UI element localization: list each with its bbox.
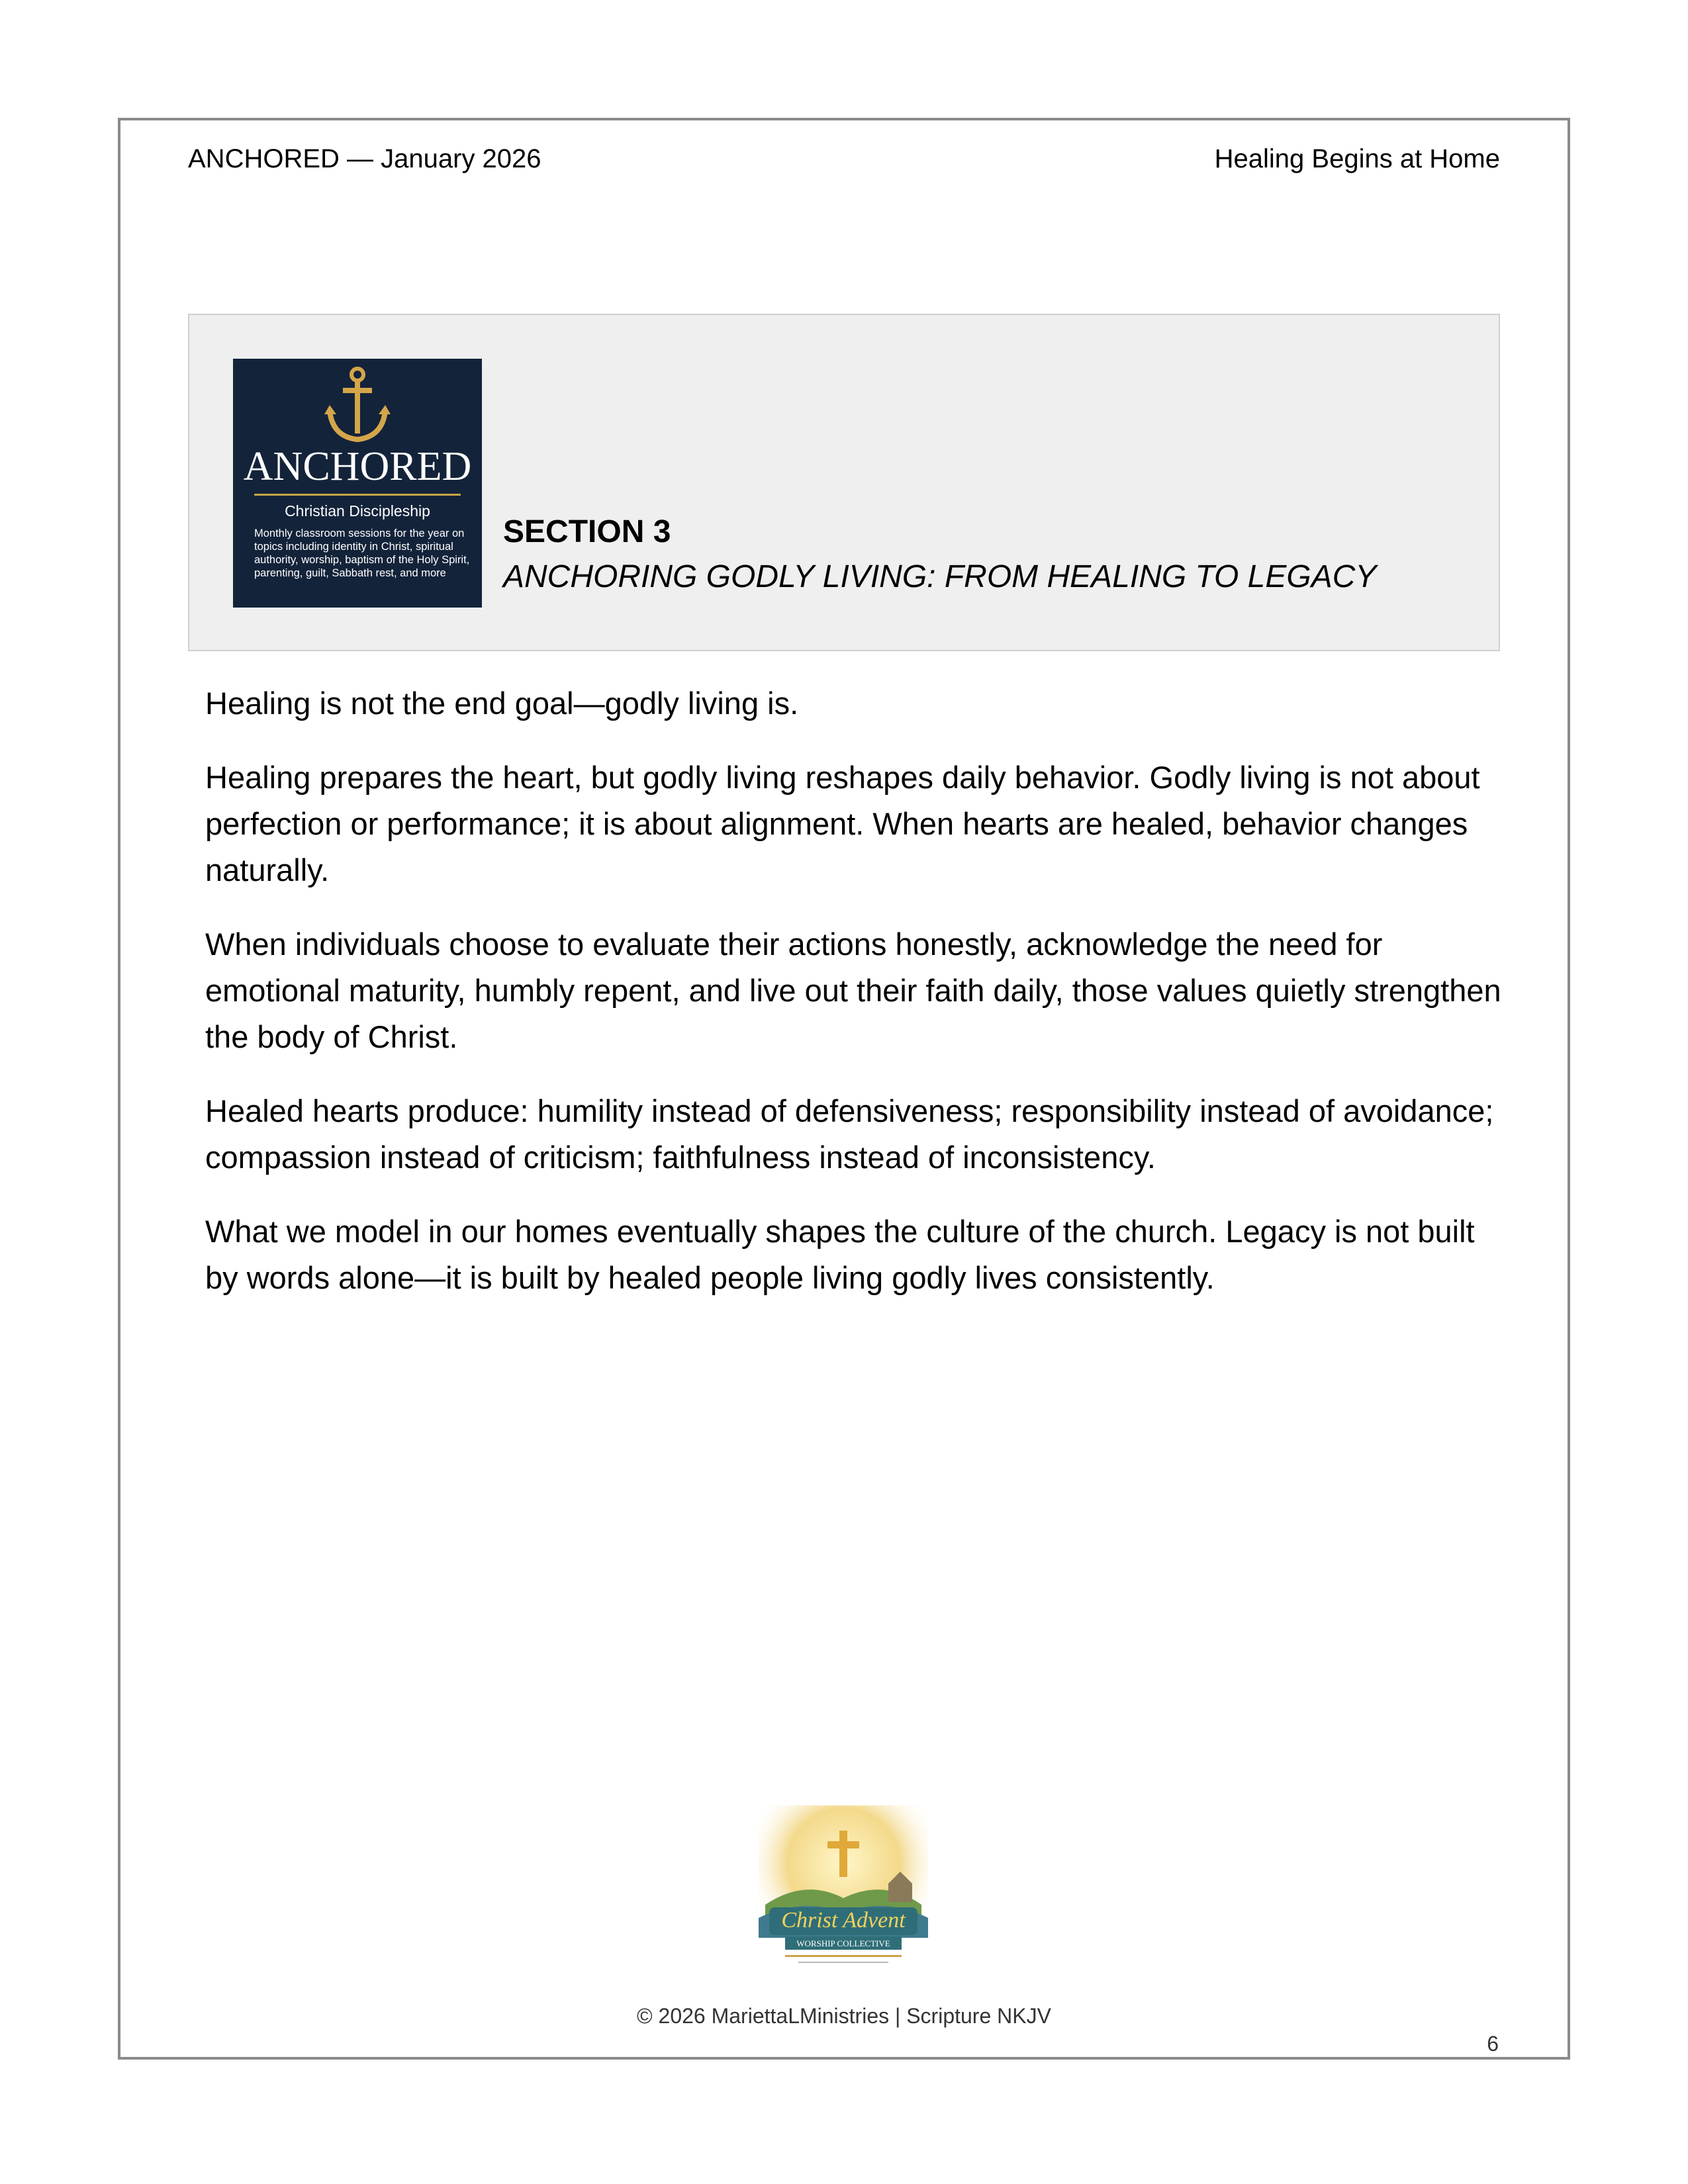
body-text (205, 680, 1503, 1329)
anchor-icon (324, 365, 391, 445)
logo-divider (254, 494, 461, 496)
logo-description: Monthly classroom sessions for the year on topics including identity in Christ, spiritual authority, worship, baptism of the Holy Spirit, parenting, guilt, Sabbath rest, and more (254, 527, 470, 579)
paragraph: What we model in our homes eventually shapes the culture of the church. Legacy is not built by words alone—it is built by healed people living godly lives consistently. (205, 1214, 1475, 1295)
anchored-logo (233, 359, 482, 608)
copyright-text: © 2026 MariettaLMinistries | Scripture NKJV (637, 2004, 1051, 2028)
logo-title: ANCHORED (243, 444, 472, 489)
page-number: 6 (1487, 2032, 1499, 2056)
paragraph: Healing prepares the heart, but godly living reshapes daily behavior. Godly living is not about perfection or performance; it is about alignment. When hearts are healed, behavior changes naturally. (205, 760, 1480, 887)
christ-advent-logo (759, 1805, 928, 1970)
section-title: ANCHORING GODLY LIVING: FROM HEALING TO LEGACY (503, 559, 1377, 594)
paragraph: When individuals choose to evaluate their actions honestly, acknowledge the need for emotional maturity, humbly repent, and live out their faith daily, those values quietly strengthen the body of Christ. (205, 927, 1501, 1054)
header-left: ANCHORED — January 2026 (188, 144, 541, 173)
section-header-box (188, 314, 1500, 651)
paragraph: Healing is not the end goal—godly living is. (205, 686, 799, 721)
header-right: Healing Begins at Home (1214, 144, 1500, 173)
section-label: SECTION 3 (503, 514, 671, 549)
footer-logo-title: Christ Advent (781, 1908, 906, 1933)
paragraph: Healed hearts produce: humility instead of defensiveness; responsibility instead of avoidance; compassion instead of criticism; faithfulness instead of inconsistency. (205, 1093, 1494, 1175)
footer-logo-subtitle: WORSHIP COLLECTIVE (796, 1938, 890, 1948)
logo-subtitle: Christian Discipleship (285, 502, 430, 520)
